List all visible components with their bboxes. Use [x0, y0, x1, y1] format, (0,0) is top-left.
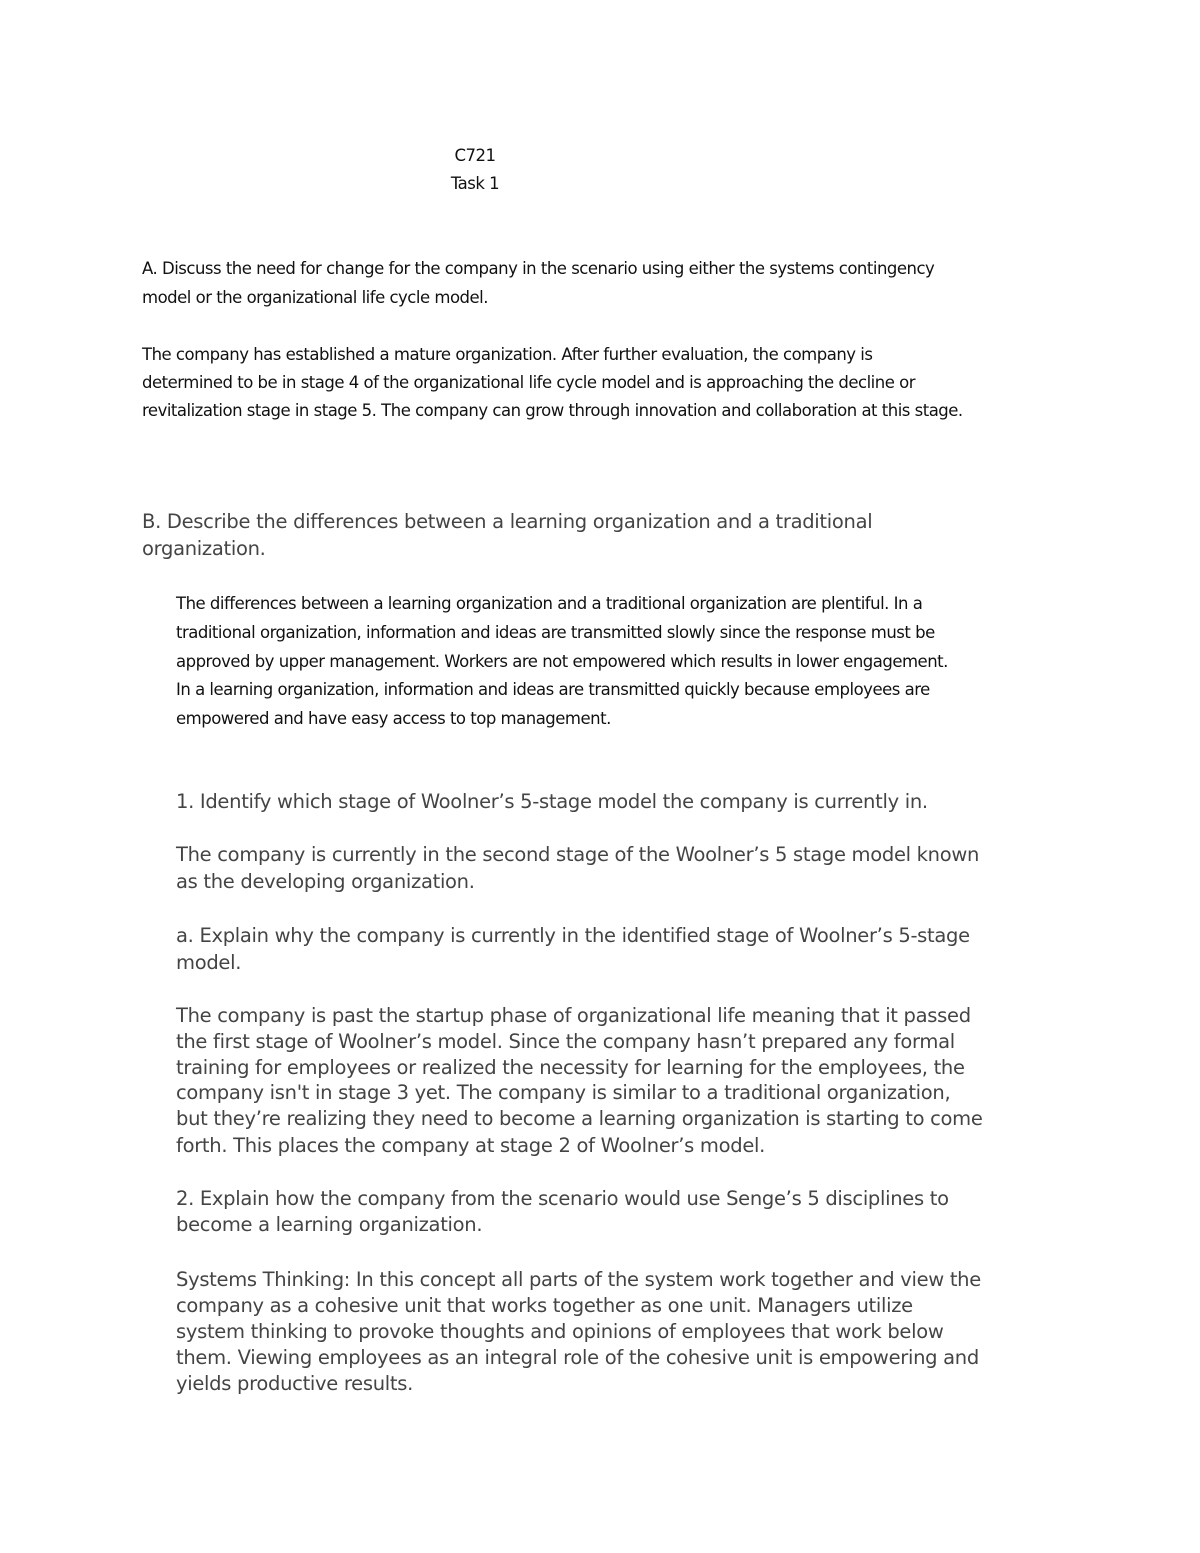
section-b-answer-line: approved by upper management. Workers are not empowered which results in lower engagement. — [176, 652, 948, 671]
question-2-answer-line: Systems Thinking: In this concept all parts of the system work together and view the — [176, 1268, 981, 1291]
question-1a-answer-line: the first stage of Woolner’s model. Since the company hasn’t prepared any formal — [176, 1030, 955, 1053]
section-a-answer-line: revitalization stage in stage 5. The company can grow through innovation and collaboration at this stage. — [142, 401, 963, 420]
section-a-prompt-line: A. Discuss the need for change for the company in the scenario using either the systems contingency — [142, 259, 935, 278]
question-1a-answer-line: The company is past the startup phase of organizational life meaning that it passed — [176, 1004, 971, 1027]
question-2-prompt-line: become a learning organization. — [176, 1213, 483, 1236]
question-1a-answer-line: forth. This places the company at stage 2 of Woolner’s model. — [176, 1134, 766, 1157]
section-a-answer-line: determined to be in stage 4 of the organizational life cycle model and is approaching the decline or — [142, 373, 915, 392]
section-a-prompt-line: model or the organizational life cycle model. — [142, 288, 488, 307]
section-b-answer-line: empowered and have easy access to top management. — [176, 709, 611, 728]
section-b-answer-line: In a learning organization, information and ideas are transmitted quickly because employees are — [176, 680, 930, 699]
section-b-answer-line: traditional organization, information and ideas are transmitted slowly since the response must be — [176, 623, 935, 642]
question-2-answer-line: yields productive results. — [176, 1372, 413, 1395]
section-b-answer-line: The differences between a learning organization and a traditional organization are plentiful. In a — [176, 594, 923, 613]
section-b-prompt-line: organization. — [142, 537, 266, 560]
question-2-answer-line: system thinking to provoke thoughts and opinions of employees that work below — [176, 1320, 944, 1343]
question-2-answer-line: company as a cohesive unit that works together as one unit. Managers utilize — [176, 1294, 913, 1317]
section-b-prompt-line: B. Describe the differences between a learning organization and a traditional — [142, 510, 873, 533]
question-1a-answer-line: company isn't in stage 3 yet. The company is similar to a traditional organization, — [176, 1081, 951, 1104]
section-a-answer-line: The company has established a mature organization. After further evaluation, the company is — [142, 345, 873, 364]
question-1-answer-line: The company is currently in the second stage of the Woolner’s 5 stage model known — [176, 843, 980, 866]
question-2-prompt-line: 2. Explain how the company from the scenario would use Senge’s 5 disciplines to — [176, 1187, 949, 1210]
question-2-answer-line: them. Viewing employees as an integral role of the cohesive unit is empowering and — [176, 1346, 979, 1369]
question-1a-answer-line: but they’re realizing they need to become a learning organization is starting to come — [176, 1107, 983, 1130]
task-title: Task 1 — [450, 174, 500, 193]
question-1-prompt: 1. Identify which stage of Woolner’s 5-stage model the company is currently in. — [176, 790, 928, 813]
question-1-answer-line: as the developing organization. — [176, 870, 475, 893]
course-code: C721 — [454, 146, 496, 165]
question-1a-prompt-line: a. Explain why the company is currently in the identified stage of Woolner’s 5-stage — [176, 924, 970, 947]
question-1a-answer-line: training for employees or realized the necessity for learning for the employees, the — [176, 1056, 965, 1079]
question-1a-prompt-line: model. — [176, 951, 242, 974]
